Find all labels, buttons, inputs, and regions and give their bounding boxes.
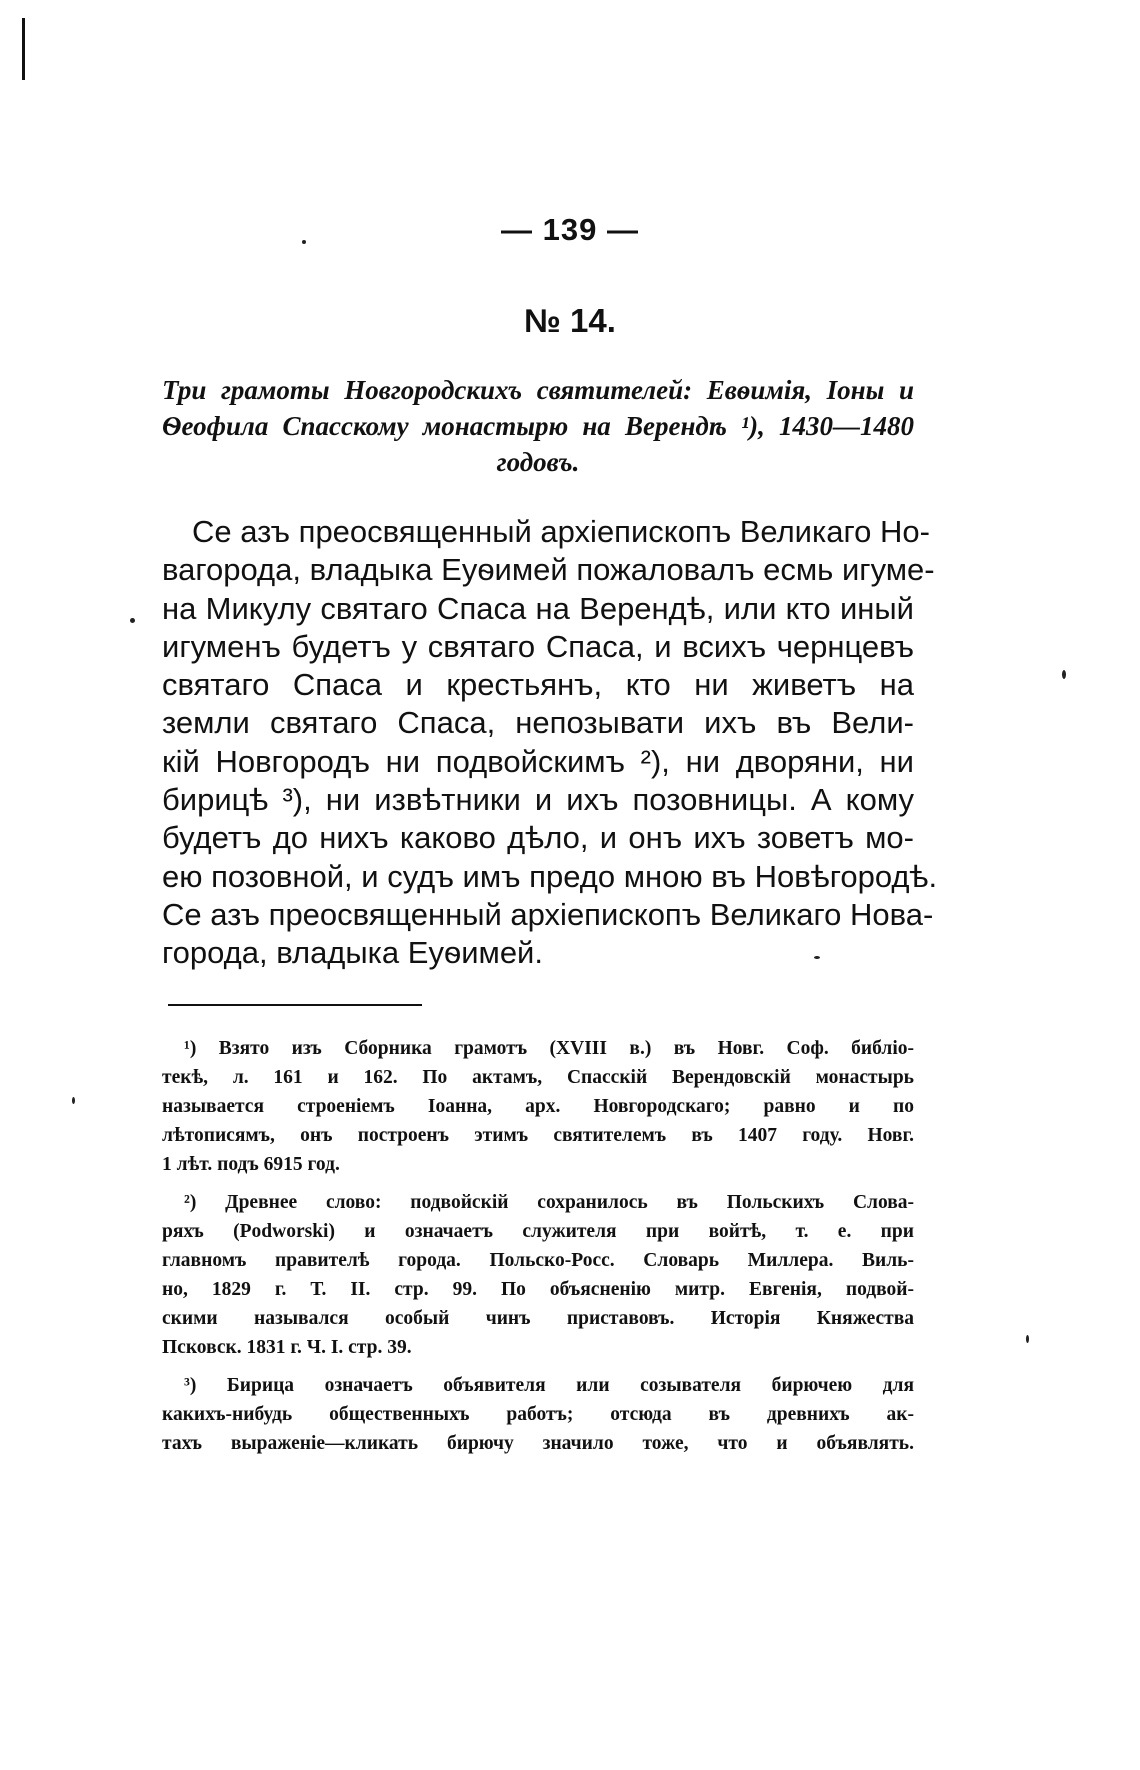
charter-line: Се азъ преосвященный архіепископъ Великаго Нова- [162,896,934,932]
footnote-line: Псковск. 1831 г. Ч. I. стр. 39. [162,1337,412,1358]
charter-text [162,513,938,973]
charter-line: ею позовной, и судъ имъ предо мною въ Новѣгородѣ. [162,858,938,894]
charter-line: города, владыка Еуѳимей. [162,935,543,971]
footnote-line: ряхъ (Podworski) и означаетъ служителя при войтѣ, т. е. при [162,1221,914,1242]
footnote-2 [162,1188,914,1362]
charter-line: вагорода, владыка Еуѳимей пожаловалъ есмь игуме- [162,552,935,588]
charter-line: святаго Спаса и крестьянъ, кто ни живетъ на [162,667,914,703]
charter-line: на Микулу святаго Спаса на Верендѣ, или кто иный [162,590,914,626]
scan-speck [130,618,135,623]
footnote-line: текѣ, л. 161 и 162. По актамъ, Спасскій Верендовскій монастырь [162,1067,914,1088]
footnote-line: но, 1829 г. Т. II. стр. 99. По объясненію митр. Евгенія, подвой- [162,1279,914,1300]
charter-line: бирицѣ ³), ни извѣтники и ихъ позовницы. А кому [162,782,914,818]
footnote-line: 1 лѣт. подъ 6915 год. [162,1154,340,1175]
scan-speck [72,1097,75,1104]
page-number: — 139 — [501,212,639,247]
document-number: № 14. [524,302,616,339]
charter-line: будетъ до нихъ каково дѣло, и онъ ихъ зоветъ мо- [162,820,914,856]
margin-scan-mark [22,18,25,80]
footnote-3 [162,1371,914,1458]
heading-line: Три грамоты Новгородскихъ святителей: Евѳимія, Іоны и [162,375,914,405]
footnote-line: тахъ выраженіе—кликать бирючу значило тоже, что и объявлять. [162,1433,914,1454]
footnote-1 [162,1034,914,1179]
scan-speck [1026,1335,1029,1343]
footnote-line: какихъ-нибудь общественныхъ работъ; отсюда въ древнихъ ак- [162,1404,914,1425]
charter-line: Се азъ преосвященный архіепископъ Великаго Но- [192,514,930,549]
footnote-line: лѣтописямъ, онъ построенъ этимъ святителемъ въ 1407 году. Новг. [162,1125,914,1146]
charter-line: земли святаго Спаса, непозывати ихъ въ Вели- [162,705,914,741]
footnote-separator [168,1004,422,1006]
footnote-line: ²) Древнее слово: подвойскій сохранилось въ Польскихъ Слова- [184,1192,914,1213]
charter-line: кій Новгородъ ни подвойскимъ ²), ни дворяни, ни [162,743,914,779]
footnote-line: скими назывался особый чинъ приставовъ. Исторія Княжества [162,1308,914,1329]
footnote-line: главномъ правителѣ города. Польско-Росс. Словарь Миллера. Виль- [162,1250,914,1271]
charter-line: игуменъ будетъ у святаго Спаса, и всихъ чернцевъ [162,628,914,664]
scan-speck [1062,670,1066,679]
footnote-line: называется строеніемъ Іоанна, арх. Новгородскаго; равно и по [162,1096,914,1117]
heading-line: Ѳеофила Спасскому монастырю на Верендѣ ¹), 1430—1480 [162,411,914,441]
footnote-line: ¹) Взято изъ Сборника грамотъ (XVIII в.) въ Новг. Соф. библіо- [184,1038,914,1059]
footnotes [162,1034,914,1467]
footnote-line: ³) Бирица означаетъ объявителя или созывателя бирючею для [184,1375,914,1396]
heading-line: годовъ. [496,447,580,477]
document-heading [162,372,914,480]
